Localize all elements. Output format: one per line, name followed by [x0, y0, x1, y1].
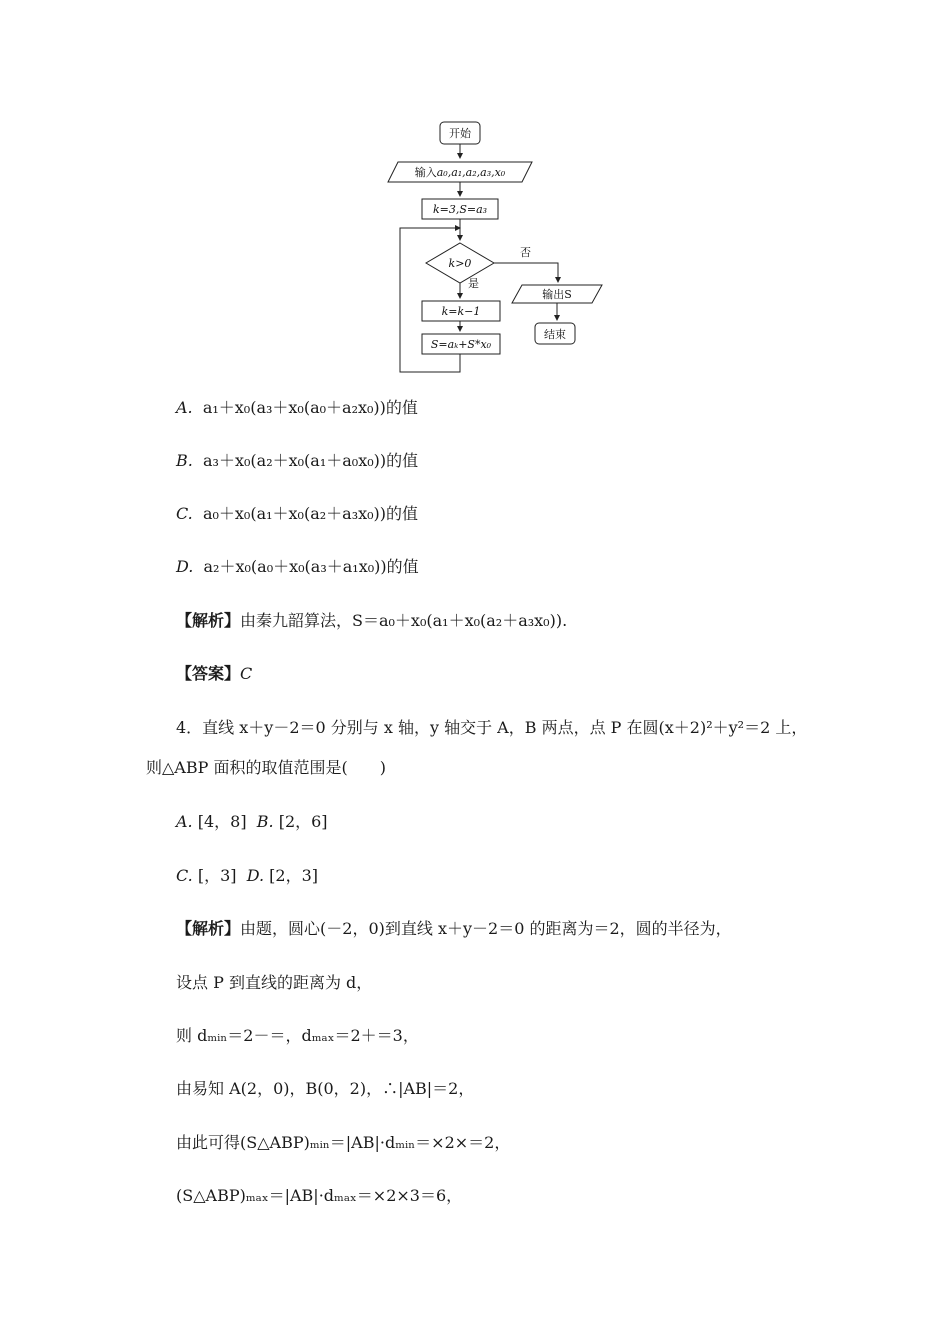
q4-stem-line2: 则△ABP 面积的取值范围是( ) — [146, 758, 386, 777]
q4-analysis-line4: 由易知 A(2，0)，B(0，2)，∴|AB|＝2， — [176, 1079, 475, 1098]
option-letter: C. — [176, 504, 193, 523]
q4-options-cd — [176, 866, 318, 886]
update-label: S=aₖ+S*x₀ — [430, 338, 492, 351]
algorithm-flowchart — [380, 112, 610, 380]
analysis-tag: 【解析】 — [176, 919, 241, 938]
q3-answer — [176, 664, 252, 684]
answer-tag: 【答案】 — [176, 664, 241, 683]
decrement-label: k=k−1 — [441, 305, 481, 318]
q3-option-c — [176, 504, 418, 524]
option-letter: A. — [176, 812, 193, 831]
q3-option-b — [176, 451, 418, 471]
start-label: 开始 — [449, 127, 471, 140]
option-text: a₃＋x₀(a₂＋x₀(a₁＋a₀x₀))的值 — [203, 451, 419, 470]
option-text: a₁＋x₀(a₃＋x₀(a₀＋a₂x₀))的值 — [202, 398, 418, 417]
q4-analysis-line2: 设点 P 到直线的距离为 d， — [176, 973, 373, 992]
option-text: a₀＋x₀(a₁＋x₀(a₂＋a₃x₀))的值 — [202, 504, 419, 523]
yes-label: 是 — [468, 277, 479, 290]
option-text: [2，3] — [269, 866, 318, 885]
analysis-text: 由秦九韶算法，S＝a₀＋x₀(a₁＋x₀(a₂＋a₃x₀)). — [240, 611, 568, 630]
q3-option-a — [176, 398, 418, 418]
q4-analysis-line3: 则 dₘᵢₙ＝2－＝，dₘₐₓ＝2＋＝3， — [176, 1026, 419, 1045]
q4-analysis-line6: (S△ABP)ₘₐₓ＝|AB|·dₘₐₓ＝×2×3＝6， — [176, 1186, 463, 1205]
end-label: 结束 — [544, 328, 566, 341]
option-text: [4，8] — [197, 812, 247, 831]
output-label: 输出S — [542, 288, 572, 301]
no-label: 否 — [520, 246, 531, 259]
option-text: [2，6] — [278, 812, 328, 831]
q4-stem-line1: 4．直线 x＋y－2＝0 分别与 x 轴，y 轴交于 A，B 两点，点 P 在圆(x＋2)²＋y²＝2 上， — [176, 718, 808, 737]
option-letter: D. — [176, 557, 194, 576]
option-letter: C. — [176, 866, 193, 885]
answer-value: C — [240, 664, 253, 683]
option-text: [，3] — [197, 866, 237, 885]
q4-analysis-line1 — [176, 919, 732, 939]
option-letter: B. — [256, 812, 274, 831]
option-text: a₂＋x₀(a₀＋x₀(a₃＋a₁x₀))的值 — [203, 557, 419, 576]
q4-analysis-line5: 由此可得(S△ABP)ₘᵢₙ＝|AB|·dₘᵢₙ＝×2×＝2， — [176, 1133, 511, 1152]
init-label: k=3,S=a₃ — [432, 203, 488, 216]
q3-analysis — [176, 611, 567, 631]
option-letter: A. — [176, 398, 193, 417]
condition-label: k>0 — [448, 257, 472, 270]
option-letter: D. — [246, 866, 265, 885]
input-label: 输入a₀,a₁,a₂,a₃,x₀ — [414, 166, 506, 179]
analysis-tag: 【解析】 — [176, 611, 241, 630]
option-letter: B. — [176, 451, 193, 470]
analysis-text: 由题，圆心(－2，0)到直线 x＋y－2＝0 的距离为＝2，圆的半径为， — [240, 919, 732, 938]
q3-option-d — [176, 557, 419, 577]
q4-options-ab — [176, 812, 328, 832]
